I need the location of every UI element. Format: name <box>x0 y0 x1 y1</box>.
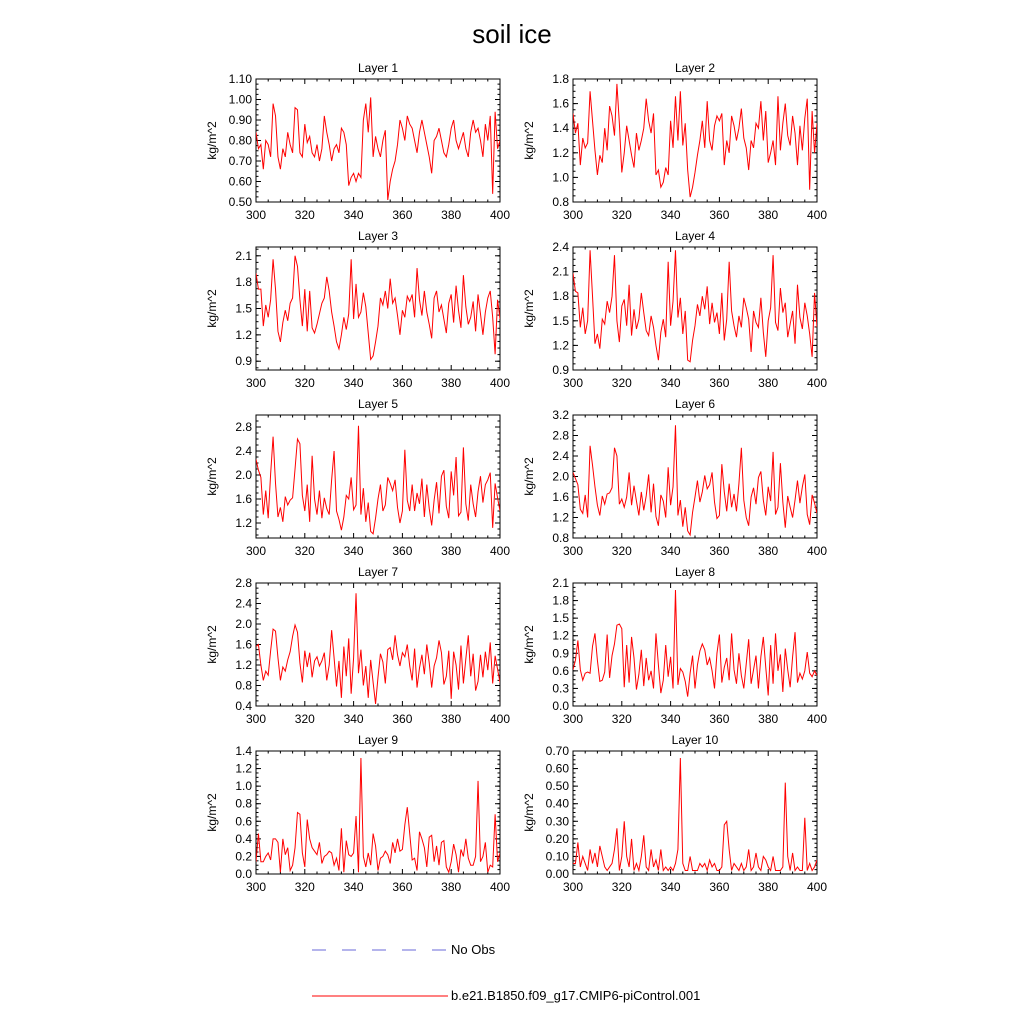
x-tick-label: 340 <box>660 712 681 726</box>
y-tick-label: 2.4 <box>552 240 569 254</box>
y-tick-label: 1.2 <box>552 145 569 160</box>
x-tick-label: 340 <box>343 880 364 894</box>
plot-frame <box>573 751 817 874</box>
y-tick-label: 0.0 <box>552 699 569 713</box>
y-tick-label: 1.00 <box>228 92 252 107</box>
x-tick-label: 300 <box>245 376 267 390</box>
x-tick-label: 360 <box>392 376 413 390</box>
x-tick-label: 320 <box>294 712 315 726</box>
chart-panel-2 <box>522 61 827 222</box>
x-tick-label: 300 <box>562 208 584 222</box>
y-tick-label: 1.2 <box>552 338 569 353</box>
y-axis-label: kg/m^2 <box>205 457 219 496</box>
x-tick-label: 300 <box>562 376 584 390</box>
y-axis-label: kg/m^2 <box>522 625 536 664</box>
panel-title: Layer 7 <box>357 565 399 579</box>
y-tick-label: 1.4 <box>235 744 252 758</box>
y-tick-label: 0.70 <box>545 744 569 758</box>
chart-panel-7 <box>205 565 510 726</box>
y-tick-label: 1.2 <box>552 510 569 525</box>
panel-title: Layer 5 <box>357 397 399 411</box>
y-tick-label: 1.8 <box>552 289 569 304</box>
y-tick-label: 2.4 <box>235 596 252 611</box>
y-tick-label: 0.20 <box>545 831 569 846</box>
x-tick-label: 320 <box>294 880 315 894</box>
x-tick-label: 320 <box>611 376 632 390</box>
x-tick-label: 380 <box>441 376 462 390</box>
x-tick-label: 340 <box>343 712 364 726</box>
x-tick-label: 300 <box>562 880 584 894</box>
y-tick-label: 2.0 <box>235 468 252 482</box>
legend-model-label: b.e21.B1850.f09_g17.CMIP6-piControl.001 <box>451 988 701 1003</box>
y-tick-label: 0.8 <box>552 195 569 209</box>
chart-panel-3 <box>205 229 510 390</box>
y-tick-label: 0.8 <box>235 678 252 693</box>
y-tick-label: 2.0 <box>235 617 252 631</box>
x-tick-label: 340 <box>343 208 364 222</box>
y-tick-label: 0.90 <box>228 113 252 127</box>
plot-frame <box>573 415 817 538</box>
x-tick-label: 380 <box>758 880 779 894</box>
x-tick-label: 300 <box>245 880 267 894</box>
panels-grid <box>205 61 827 894</box>
y-tick-label: 0.60 <box>545 761 569 776</box>
figure-title: soil ice <box>472 19 552 49</box>
y-tick-label: 1.0 <box>552 170 569 185</box>
y-tick-label: 1.8 <box>235 275 252 290</box>
panel-title: Layer 10 <box>671 733 719 747</box>
x-tick-label: 340 <box>660 880 681 894</box>
series-line-model <box>573 590 817 697</box>
plot-frame <box>256 79 500 202</box>
x-tick-label: 300 <box>245 712 267 726</box>
x-tick-label: 380 <box>758 712 779 726</box>
y-axis-label: kg/m^2 <box>522 121 536 160</box>
y-tick-label: 0.60 <box>228 174 252 189</box>
y-tick-label: 1.2 <box>235 516 252 530</box>
y-tick-label: 1.0 <box>235 779 252 794</box>
x-tick-label: 340 <box>660 544 681 558</box>
y-tick-label: 0.4 <box>235 699 252 713</box>
series-line-model <box>573 84 817 197</box>
legend-obs-label: No Obs <box>451 942 496 957</box>
x-tick-label: 340 <box>343 376 364 390</box>
y-tick-label: 1.2 <box>235 327 252 342</box>
panel-title: Layer 2 <box>674 61 716 75</box>
y-tick-label: 1.5 <box>235 301 252 316</box>
y-tick-label: 0.50 <box>545 779 569 794</box>
y-tick-label: 2.4 <box>552 449 569 463</box>
y-tick-label: 0.30 <box>545 814 569 829</box>
x-tick-label: 400 <box>806 544 828 558</box>
y-tick-label: 0.9 <box>552 646 569 661</box>
y-tick-label: 1.4 <box>552 121 569 136</box>
y-axis-label: kg/m^2 <box>205 793 219 832</box>
x-tick-label: 320 <box>294 544 315 558</box>
chart-panel-8 <box>522 565 827 726</box>
y-tick-label: 1.6 <box>235 637 252 652</box>
y-tick-label: 2.8 <box>552 428 569 443</box>
x-tick-label: 360 <box>709 712 730 726</box>
y-tick-label: 1.6 <box>235 492 252 506</box>
x-tick-label: 380 <box>441 712 462 726</box>
y-tick-label: 0.70 <box>228 154 252 168</box>
y-tick-label: 0.00 <box>545 867 569 881</box>
y-tick-label: 2.0 <box>552 469 569 484</box>
y-tick-label: 0.80 <box>228 133 252 148</box>
y-tick-label: 2.1 <box>552 264 569 279</box>
y-tick-label: 2.8 <box>235 576 252 590</box>
y-tick-label: 1.2 <box>235 658 252 672</box>
x-tick-label: 360 <box>392 712 413 726</box>
y-tick-label: 1.6 <box>552 96 569 111</box>
panel-title: Layer 4 <box>674 229 716 243</box>
x-tick-label: 340 <box>660 376 681 390</box>
x-tick-label: 340 <box>660 208 681 222</box>
x-tick-label: 400 <box>489 880 511 894</box>
panel-title: Layer 1 <box>357 61 399 75</box>
y-axis-label: kg/m^2 <box>205 289 219 328</box>
y-tick-label: 2.4 <box>235 444 252 458</box>
plot-frame <box>573 247 817 370</box>
x-tick-label: 360 <box>709 208 730 222</box>
y-tick-label: 0.2 <box>235 849 252 864</box>
x-tick-label: 400 <box>489 544 511 558</box>
series-line-model <box>256 426 500 534</box>
plot-frame <box>256 247 500 370</box>
series-line-model <box>573 425 817 535</box>
x-tick-label: 320 <box>611 208 632 222</box>
y-tick-label: 2.8 <box>235 420 252 434</box>
plot-frame <box>256 415 500 538</box>
plot-frame <box>256 583 500 706</box>
y-tick-label: 1.5 <box>552 611 569 626</box>
chart-panel-5 <box>205 397 510 558</box>
x-tick-label: 400 <box>806 208 828 222</box>
x-tick-label: 360 <box>392 208 413 222</box>
y-tick-label: 0.8 <box>235 796 252 811</box>
y-tick-label: 0.3 <box>552 681 569 696</box>
legend <box>312 942 700 1003</box>
x-tick-label: 340 <box>343 544 364 558</box>
chart-panel-10 <box>522 733 827 894</box>
series-line-model <box>573 758 817 870</box>
x-tick-label: 320 <box>611 544 632 558</box>
y-tick-label: 2.1 <box>552 576 569 590</box>
x-tick-label: 360 <box>709 880 730 894</box>
y-tick-label: 0.9 <box>235 354 252 369</box>
panel-title: Layer 3 <box>357 229 399 243</box>
x-tick-label: 380 <box>758 544 779 558</box>
series-line-model <box>256 593 500 704</box>
x-tick-label: 380 <box>441 544 462 558</box>
x-tick-label: 400 <box>806 712 828 726</box>
y-tick-label: 1.6 <box>552 490 569 504</box>
x-tick-label: 360 <box>392 544 413 558</box>
y-axis-label: kg/m^2 <box>205 121 219 160</box>
y-tick-label: 1.2 <box>552 628 569 643</box>
x-tick-label: 380 <box>441 880 462 894</box>
y-tick-label: 1.5 <box>552 313 569 328</box>
y-tick-label: 2.1 <box>235 248 252 263</box>
x-tick-label: 320 <box>611 712 632 726</box>
series-line-model <box>256 256 500 360</box>
panel-title: Layer 8 <box>674 565 716 579</box>
x-tick-label: 400 <box>806 880 828 894</box>
y-axis-label: kg/m^2 <box>522 289 536 328</box>
x-tick-label: 380 <box>758 376 779 390</box>
y-tick-label: 0.6 <box>552 663 569 678</box>
x-tick-label: 400 <box>806 376 828 390</box>
panel-title: Layer 9 <box>357 733 399 747</box>
series-line-model <box>256 97 500 200</box>
y-tick-label: 1.2 <box>235 761 252 776</box>
y-tick-label: 0.4 <box>235 831 252 846</box>
x-tick-label: 400 <box>489 208 511 222</box>
x-tick-label: 320 <box>294 376 315 390</box>
x-tick-label: 320 <box>294 208 315 222</box>
chart-panel-9 <box>205 733 510 894</box>
y-tick-label: 0.8 <box>552 531 569 545</box>
panel-title: Layer 6 <box>674 397 716 411</box>
y-tick-label: 3.2 <box>552 408 569 422</box>
y-tick-label: 0.40 <box>545 796 569 811</box>
x-tick-label: 300 <box>245 208 267 222</box>
x-tick-label: 380 <box>441 208 462 222</box>
y-tick-label: 0.50 <box>228 195 252 209</box>
series-line-model <box>256 758 500 872</box>
chart-panel-1 <box>205 61 510 222</box>
x-tick-label: 360 <box>709 376 730 390</box>
x-tick-label: 400 <box>489 712 511 726</box>
y-tick-label: 0.0 <box>235 867 252 881</box>
x-tick-label: 320 <box>611 880 632 894</box>
y-tick-label: 0.9 <box>552 363 569 377</box>
y-tick-label: 0.10 <box>545 849 569 864</box>
chart-panel-4 <box>522 229 827 390</box>
y-axis-label: kg/m^2 <box>522 793 536 832</box>
series-line-model <box>573 250 817 362</box>
x-tick-label: 360 <box>709 544 730 558</box>
y-axis-label: kg/m^2 <box>522 457 536 496</box>
chart-panel-6 <box>522 397 827 558</box>
x-tick-label: 400 <box>489 376 511 390</box>
y-tick-label: 0.6 <box>235 814 252 829</box>
x-tick-label: 380 <box>758 208 779 222</box>
x-tick-label: 300 <box>562 544 584 558</box>
y-tick-label: 1.10 <box>228 72 252 86</box>
y-tick-label: 1.8 <box>552 72 569 86</box>
x-tick-label: 300 <box>562 712 584 726</box>
y-tick-label: 1.8 <box>552 593 569 608</box>
y-axis-label: kg/m^2 <box>205 625 219 664</box>
x-tick-label: 360 <box>392 880 413 894</box>
x-tick-label: 300 <box>245 544 267 558</box>
